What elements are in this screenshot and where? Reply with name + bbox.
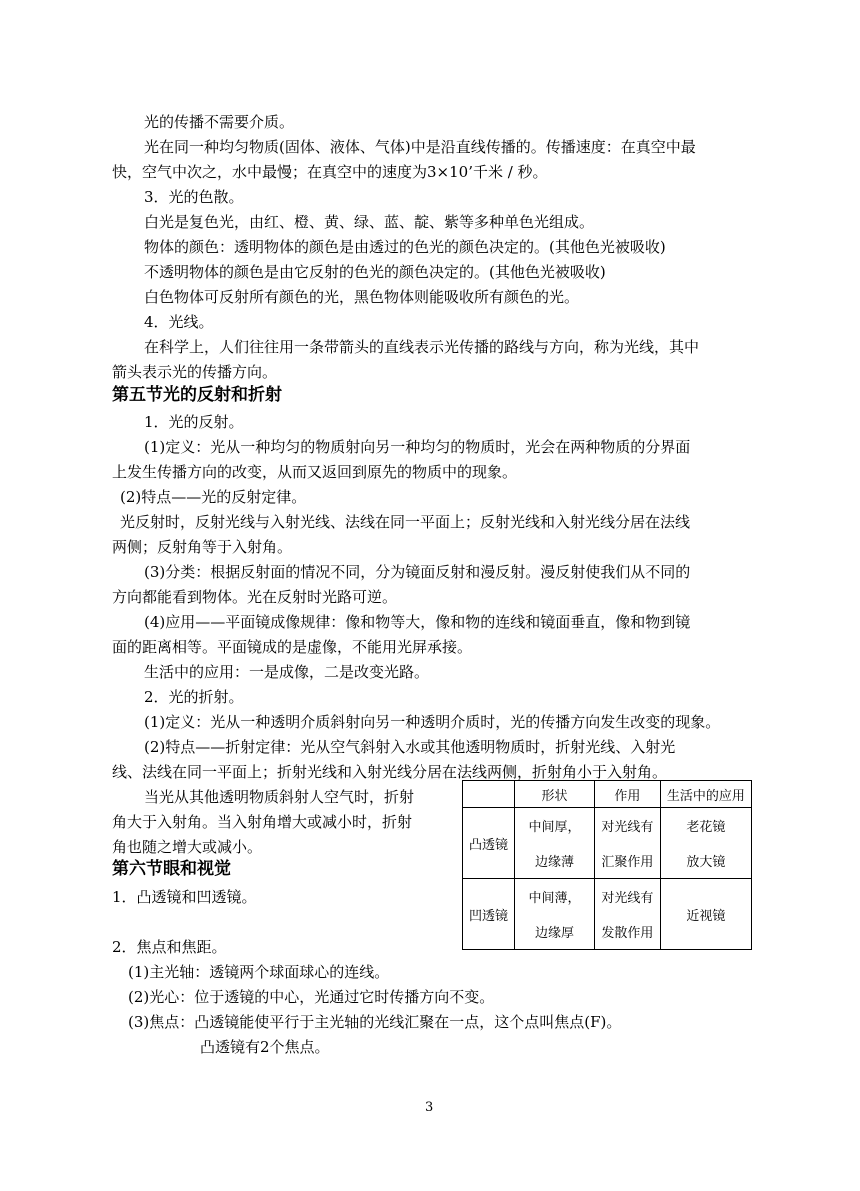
cell-text: 中间薄，	[528, 891, 581, 906]
cell-text: 老花镜	[686, 820, 726, 835]
text-line: (1)定义：光从一种均匀的物质射向另一种均匀的物质时，光会在两种物质的分界面	[144, 438, 691, 456]
text-line: (1)主光轴：透镜两个球面球心的连线。	[128, 963, 390, 981]
cell-text: 边缘薄	[535, 855, 575, 870]
text-line: 箭头表示光的传播方向。	[112, 363, 278, 381]
section-heading-6: 第六节眼和视觉	[112, 859, 231, 879]
effect-cell	[594, 808, 660, 879]
text-line: (3)分类：根据反射面的情况不同，分为镜面反射和漫反射。漫反射使我们从不同的	[144, 563, 691, 581]
text-line: 不透明物体的颜色是由它反射的色光的颜色决定的。(其他色光被吸收)	[144, 263, 606, 281]
table-header	[463, 781, 515, 808]
text-line: (2)特点——光的反射定律。	[120, 488, 307, 506]
cell-text: 发散作用	[601, 926, 654, 941]
cell-text: 中间厚，	[528, 820, 581, 835]
text-line: (2)特点——折射定律：光从空气斜射入水或其他透明物质时，折射光线、入射光	[144, 738, 676, 756]
section-heading-5: 第五节光的反射和折射	[112, 385, 282, 405]
use-cell: 近视镜	[660, 879, 751, 950]
text-line: 1．光的反射。	[144, 413, 244, 431]
text-line: 物体的颜色：透明物体的颜色是由透过的色光的颜色决定的。(其他色光被吸收)	[144, 238, 666, 256]
text-line: 生活中的应用：一是成像，二是改变光路。	[144, 663, 430, 681]
table-header: 形状	[515, 781, 595, 808]
text-line: 快，空气中次之，水中最慢；在真空中的速度为3×10’千米 / 秒。	[112, 163, 548, 181]
text-line: 两侧；反射角等于入射角。	[112, 538, 293, 556]
text-line: 2．光的折射。	[144, 688, 244, 706]
text-line: 光在同一种均匀物质(固体、液体、气体)中是沿直线传播的。传播速度：在真空中最	[144, 138, 696, 156]
table-header: 作用	[594, 781, 660, 808]
text-line: 角大于入射角。当入射角增大或减小时，折射	[112, 813, 413, 831]
text-line: 光反射时，反射光线与入射光线、法线在同一平面上；反射光线和入射光线分居在法线	[120, 513, 691, 531]
text-line: 4．光线。	[144, 313, 214, 331]
text-line: 1．凸透镜和凹透镜。	[112, 888, 257, 906]
lens-name: 凸透镜	[463, 808, 515, 879]
text-line: 在科学上，人们往往用一条带箭头的直线表示光传播的路线与方向，称为光线，其中	[144, 338, 700, 356]
text-line: 面的距离相等。平面镜成的是虚像，不能用光屏承接。	[112, 638, 473, 656]
text-line: 3．光的色散。	[144, 188, 244, 206]
cell-text: 边缘厚	[535, 926, 575, 941]
text-line: 上发生传播方向的改变，从而又返回到原先的物质中的现象。	[112, 463, 518, 481]
cell-text: 对光线有	[601, 820, 654, 835]
text-line: (4)应用——平面镜成像规律：像和物等大，像和物的连线和镜面垂直，像和物到镜	[144, 613, 691, 631]
text-line: 角也随之增大或减小。	[112, 838, 263, 856]
text-line: 光的传播不需要介质。	[144, 113, 295, 131]
shape-cell	[515, 808, 595, 879]
text-line: 凸透镜有2个焦点。	[200, 1038, 330, 1056]
text-line: 方向都能看到物体。光在反射时光路可逆。	[112, 588, 398, 606]
lens-name: 凹透镜	[463, 879, 515, 950]
table-header: 生活中的应用	[660, 781, 751, 808]
page-number: 3	[425, 1100, 434, 1115]
use-cell	[660, 808, 751, 879]
table-row	[463, 879, 752, 950]
cell-text: 对光线有	[601, 891, 654, 906]
text-line: 白色物体可反射所有颜色的光，黑色物体则能吸收所有颜色的光。	[144, 288, 580, 306]
table-row	[463, 808, 752, 879]
text-line: (1)定义：光从一种透明介质斜射向另一种透明介质时，光的传播方向发生改变的现象。	[144, 713, 721, 731]
text-line: 白光是复色光，由红、橙、黄、绿、蓝、靛、紫等多种单色光组成。	[144, 213, 595, 231]
cell-text: 放大镜	[686, 855, 726, 870]
cell-text: 汇聚作用	[601, 855, 654, 870]
text-line: (2)光心：位于透镜的中心，光通过它时传播方向不变。	[128, 988, 495, 1006]
text-line: (3)焦点：凸透镜能使平行于主光轴的光线汇聚在一点，这个点叫焦点(F)。	[128, 1013, 622, 1031]
text-line: 2．焦点和焦距。	[112, 938, 227, 956]
text-line: 当光从其他透明物质斜射人空气时，折射	[144, 788, 415, 806]
table-header-row	[463, 781, 752, 808]
text-line: 线、法线在同一平面上；折射光线和入射光线分居在法线两侧，折射角小于入射角。	[112, 763, 668, 781]
effect-cell	[594, 879, 660, 950]
shape-cell	[515, 879, 595, 950]
lens-table	[462, 780, 752, 950]
